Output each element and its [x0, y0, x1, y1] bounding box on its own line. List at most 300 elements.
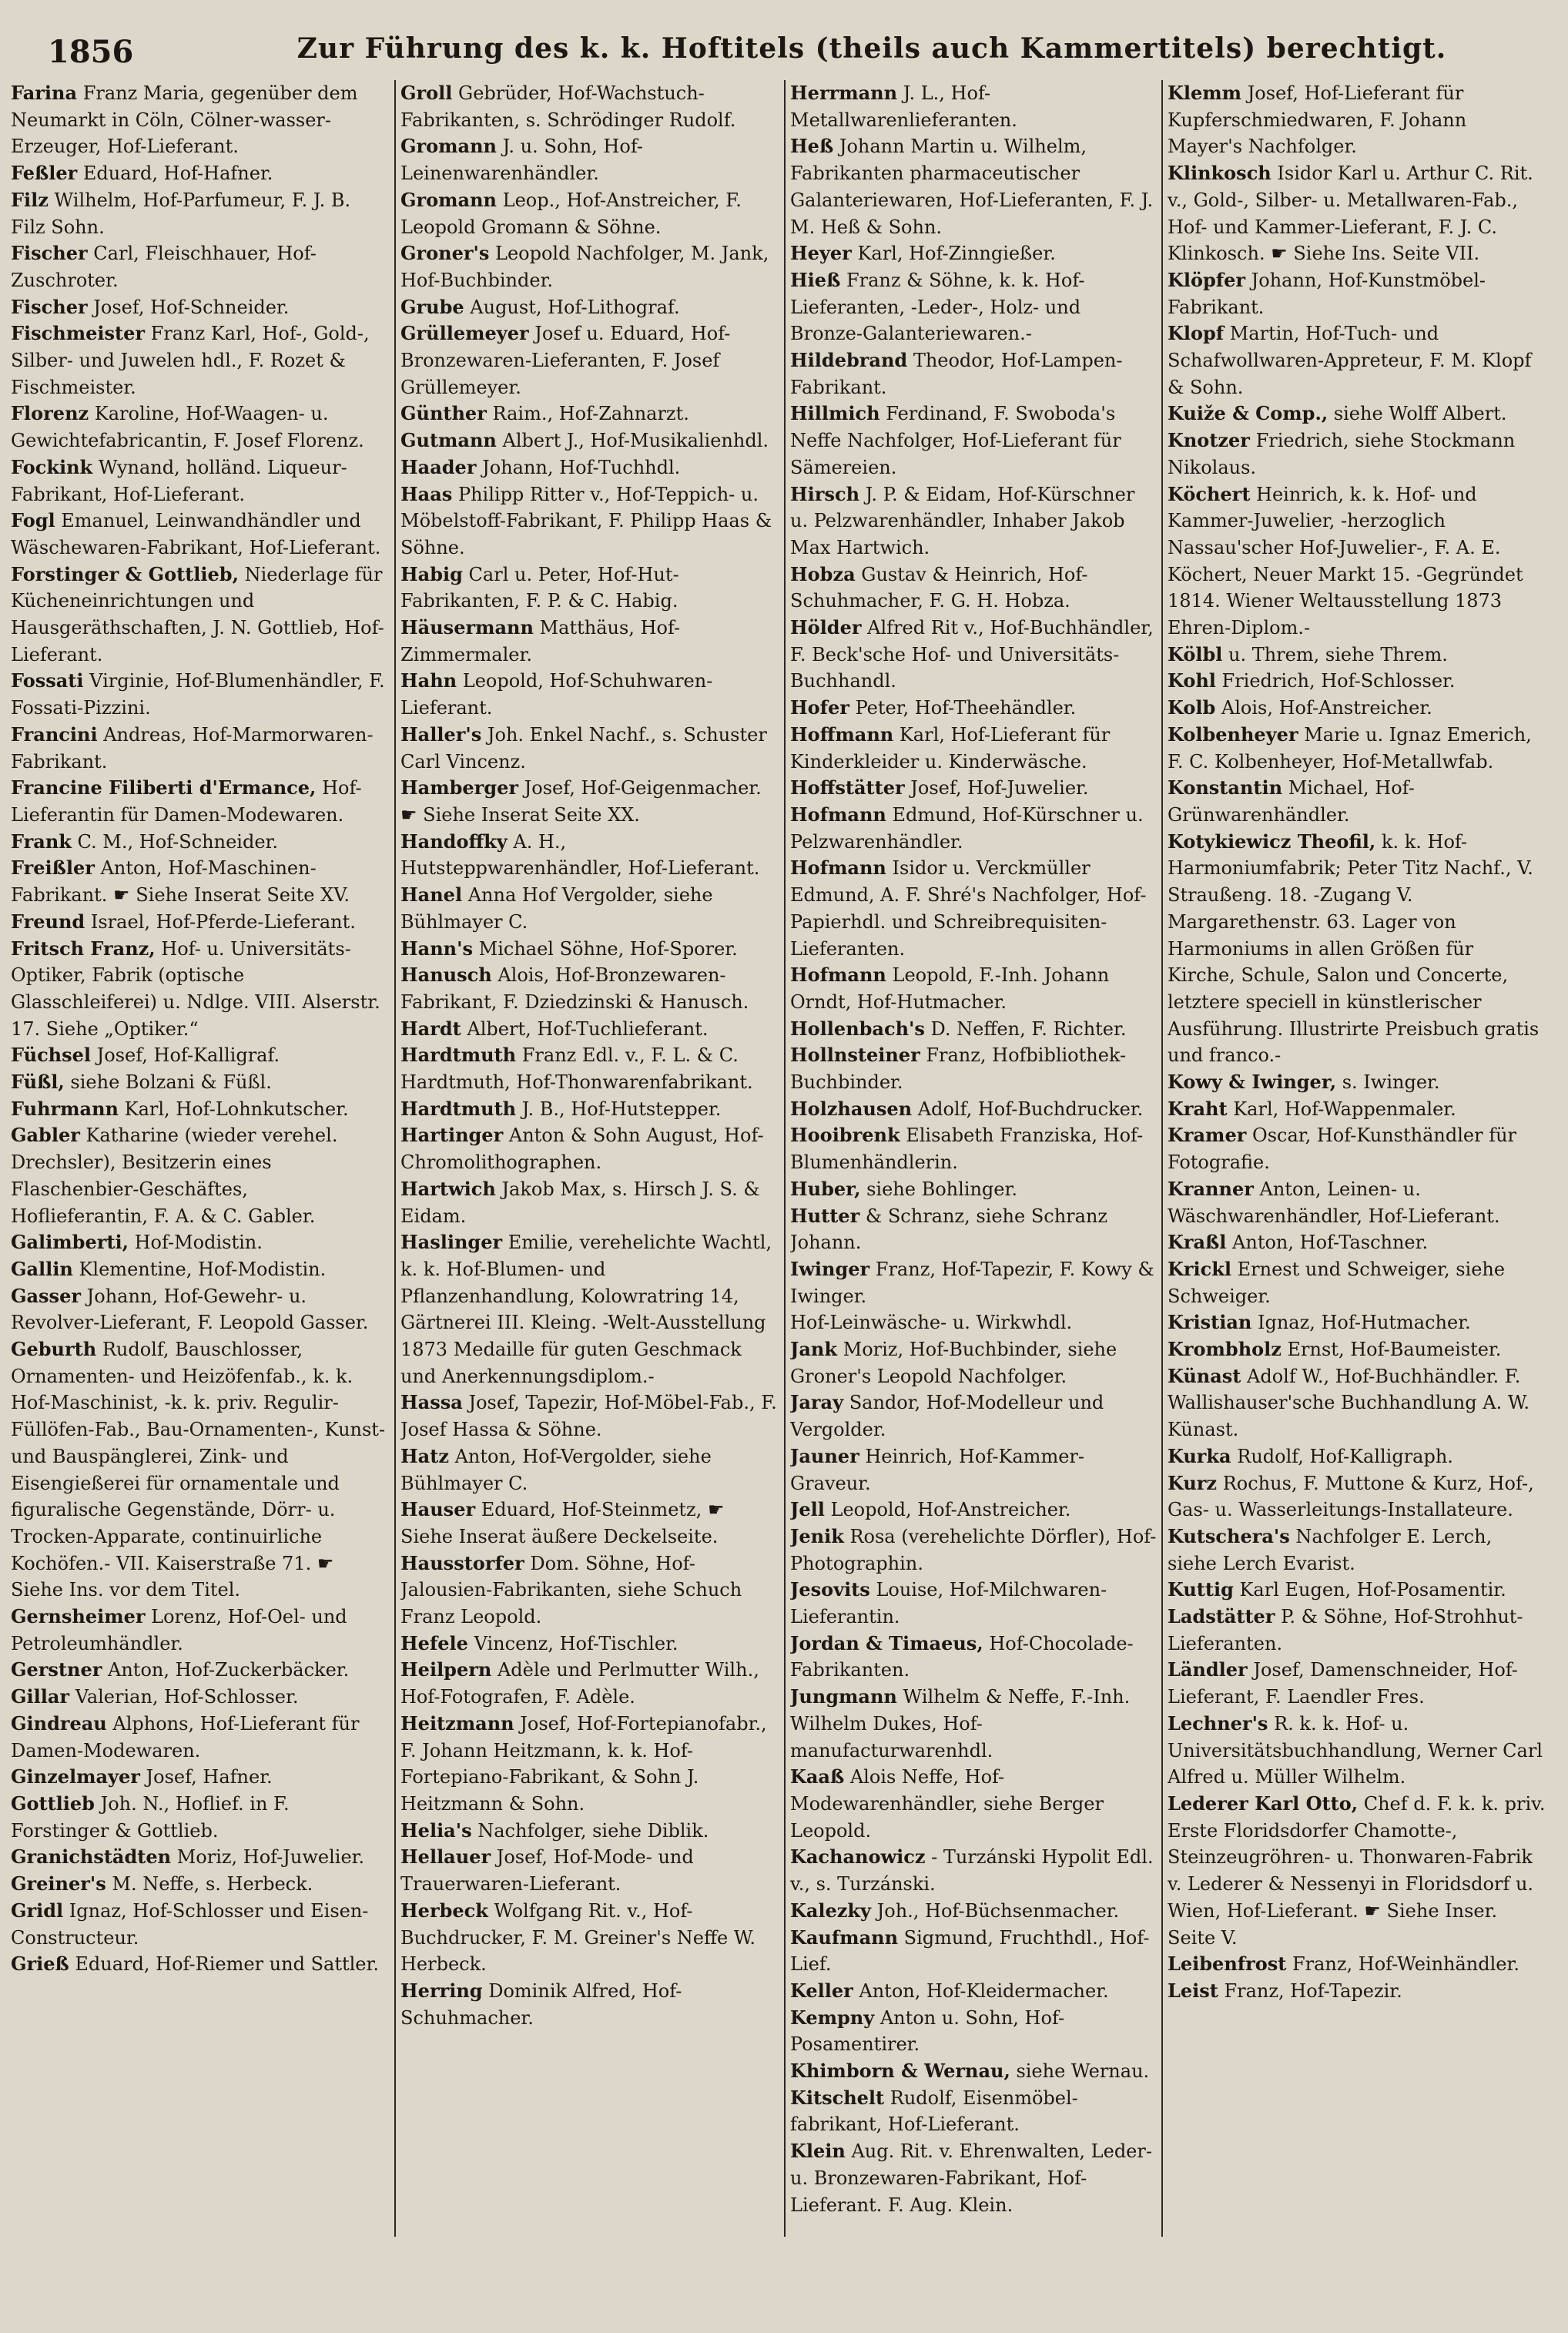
entry-text: u. Threm, siehe Threm.	[1228, 643, 1448, 665]
directory-entry	[400, 1122, 779, 1175]
entry-name: Hoffmann	[790, 722, 894, 746]
entry-text: Andreas, Hof-Marmorwaren-Fabrikant.	[11, 723, 374, 773]
entry-name: Künast	[1168, 1364, 1241, 1387]
directory-entry	[1168, 1791, 1546, 1951]
entry-text: Karoline, Hof-Waagen- u. Gewichtefabricantin, F. Josef Florenz.	[11, 403, 364, 452]
entry-text: Johann Martin u. Wilhelm, Fabrikanten pharmaceutischer Galanteriewaren, Hof-Lieferanten, F. J. M. Heß & Sohn.	[790, 136, 1154, 238]
entry-name: Gabler	[11, 1124, 80, 1147]
directory-entry	[11, 508, 390, 561]
entry-text: Klementine, Hof-Modistin.	[79, 1258, 327, 1280]
directory-entry	[790, 695, 1157, 722]
entry-text: - Turzánski Hypolit Edl. v., s. Turzánski.	[790, 1846, 1154, 1896]
column-2	[400, 80, 779, 2306]
entry-name: Gindreau	[11, 1711, 107, 1735]
entry-name: Gasser	[11, 1284, 81, 1307]
entry-name: Huber,	[790, 1177, 861, 1200]
page-header	[48, 28, 1534, 82]
column-divider	[784, 80, 786, 2237]
directory-entry	[790, 1844, 1157, 1897]
entry-text: siehe Wolff Albert.	[1333, 403, 1507, 425]
entry-text: Adolf, Hof-Buchdrucker.	[917, 1098, 1144, 1120]
directory-entry	[11, 775, 390, 828]
entry-name: Konstantin	[1168, 776, 1283, 799]
directory-entry	[790, 2138, 1157, 2218]
directory-entry	[1168, 722, 1546, 775]
directory-entry	[400, 80, 779, 133]
entry-name: Hardtmuth	[400, 1044, 517, 1067]
entry-name: Hausstorfer	[400, 1551, 524, 1574]
entry-name: Herrmann	[790, 82, 898, 104]
entry-name: Jell	[790, 1498, 825, 1521]
directory-entry	[11, 1283, 390, 1336]
entry-name: Iwinger	[790, 1257, 870, 1280]
entry-name: Kohl	[1168, 669, 1216, 692]
directory-entry	[1168, 1122, 1546, 1175]
directory-entry	[11, 909, 390, 936]
entry-name: Hauser	[400, 1498, 476, 1521]
directory-entry	[1168, 1229, 1546, 1256]
entry-text: Joh. Enkel Nachf., s. Schuster Carl Vincenz.	[400, 723, 767, 773]
entry-name: Hartwich	[400, 1177, 496, 1200]
entry-text: Leopold Nachfolger, M. Jank, Hof-Buchbinder.	[400, 243, 769, 291]
directory-entry	[790, 802, 1157, 855]
entry-text: Katharine (wieder verehel. Drechsler), Besitzerin eines Flaschenbier-Geschäftes, Hoflieferantin, F. A. & C. Gabler.	[11, 1125, 338, 1227]
directory-entry	[400, 1898, 779, 1978]
directory-entry	[11, 936, 390, 1043]
directory-entry	[790, 1096, 1157, 1123]
entry-name: Farina	[11, 82, 78, 104]
directory-entry	[790, 1523, 1157, 1577]
entry-name: Fogl	[11, 509, 55, 532]
directory-entry	[1168, 160, 1546, 267]
entry-text: Franz, Hof-Weinhändler.	[1292, 1953, 1519, 1976]
entry-text: J. B., Hof-Hutstepper.	[521, 1098, 722, 1120]
entry-name: Hieß	[790, 268, 841, 291]
directory-entry	[400, 561, 779, 615]
entry-name: Freund	[11, 910, 85, 933]
entry-text: Isidor Karl u. Arthur C. Rit. v., Gold-, Silber- u. Metallwaren-Fab., Hof- und Kammer-Lieferant, F. J. C. Klinkosch. ☛ Siehe Ins. Seite VII.	[1168, 163, 1533, 265]
entry-name: Lederer Karl Otto,	[1168, 1792, 1359, 1815]
directory-entry	[1168, 1470, 1546, 1523]
directory-entry	[790, 855, 1157, 962]
directory-entry	[400, 1550, 779, 1631]
entry-text: Raim., Hof-Zahnarzt.	[492, 403, 689, 425]
entry-text: Josef, Hof-Geigenmacher. ☛ Siehe Inserat Seite XX.	[400, 777, 762, 826]
entry-text: Nachfolger E. Lerch, siehe Lerch Evarist.	[1168, 1525, 1493, 1574]
directory-entry	[11, 722, 390, 775]
entry-name: Keller	[790, 1979, 853, 2002]
entry-text: Franz & Söhne, k. k. Hof-Lieferanten, -Leder-, Holz- und Bronze-Galanteriewaren.-	[790, 269, 1085, 345]
entry-text: Albert J., Hof-Musikalienhdl.	[502, 430, 769, 452]
directory-entry	[790, 1122, 1157, 1175]
directory-entry	[400, 1016, 779, 1043]
directory-entry	[400, 962, 779, 1015]
entry-text: Franz Maria, gegenüber dem Neumarkt in Cöln, Cölner-wasser-Erzeuger, Hof-Lieferant.	[11, 82, 358, 158]
directory-entry	[1168, 1363, 1546, 1443]
entry-text: Hof-Leinwäsche- u. Wirkwhdl.	[790, 1312, 1073, 1334]
directory-entry	[400, 1818, 779, 1845]
directory-entry	[11, 1042, 390, 1069]
entry-text: Josef, Hof-Schneider.	[93, 296, 290, 318]
entry-name: Heitzmann	[400, 1711, 514, 1735]
column-1	[11, 80, 390, 2306]
entry-name: Günther	[400, 402, 487, 425]
entry-text: Carl u. Peter, Hof-Hut-Fabrikanten, F. P. & C. Habig.	[400, 563, 679, 612]
entry-name: Kramer	[1168, 1124, 1247, 1147]
directory-entry	[400, 133, 779, 186]
directory-entry	[11, 1604, 390, 1657]
entry-name: Fischmeister	[11, 322, 146, 345]
entry-name: Kuiže & Comp.,	[1168, 402, 1328, 425]
entry-text: Franz, Hof-Tapezir.	[1224, 1979, 1402, 2002]
entry-name: Handoffky	[400, 830, 508, 853]
directory-entry	[1168, 1577, 1546, 1604]
entry-text: Moriz, Hof-Juwelier.	[176, 1846, 365, 1869]
entry-name: Kraßl	[1168, 1231, 1227, 1254]
entry-text: Anton & Sohn August, Hof-Chromolithographen.	[400, 1125, 764, 1174]
directory-entry	[790, 615, 1157, 695]
directory-entry	[400, 320, 779, 401]
entry-name: Fischer	[11, 295, 88, 318]
directory-entry	[1168, 1443, 1546, 1470]
entry-text: & Schranz, siehe Schranz Johann.	[790, 1205, 1108, 1254]
entry-name: Freißler	[11, 856, 95, 880]
entry-text: Edmund, Hof-Kürschner u. Pelzwarenhändler.	[790, 803, 1144, 853]
entry-name: Hofer	[790, 696, 849, 719]
entry-text: Anton, Leinen- u. Wäschwarenhändler, Hof-Lieferant.	[1168, 1178, 1500, 1227]
entry-name: Hefele	[400, 1631, 468, 1654]
entry-text: J. P. & Eidam, Hof-Kürschner u. Pelzwarenhändler, Inhaber Jakob Max Hartwich.	[790, 483, 1135, 558]
entry-name: Hanel	[400, 883, 463, 907]
entry-name: Kolb	[1168, 696, 1216, 719]
directory-entry	[790, 240, 1157, 267]
entry-text: Anton, Hof-Vergolder, siehe Bühlmayer C.	[400, 1445, 712, 1494]
directory-entry	[1168, 481, 1546, 642]
entry-name: Kotykiewicz Theofil,	[1168, 830, 1376, 853]
entry-text: Eduard, Hof-Hafner.	[82, 163, 273, 185]
directory-entry	[790, 1497, 1157, 1523]
directory-entry	[400, 882, 779, 935]
entry-name: Haller's	[400, 722, 482, 746]
entry-text: Eduard, Hof-Riemer und Sattler.	[75, 1953, 379, 1976]
entry-text: Ernest und Schweiger, siehe Schweiger.	[1168, 1258, 1506, 1307]
directory-entry	[11, 1122, 390, 1229]
entry-name: Forstinger & Gottlieb,	[11, 562, 239, 585]
directory-entry	[11, 1764, 390, 1791]
entry-text: Wilhelm, Hof-Parfumeur, F. J. B. Filz Sohn.	[11, 189, 351, 238]
directory-entry	[790, 481, 1157, 561]
entry-text: Hof-Chocolade-Fabrikanten.	[790, 1632, 1134, 1681]
entry-name: Gromann	[400, 135, 497, 158]
entry-text: Philipp Ritter v., Hof-Teppich- u. Möbelstoff-Fabrikant, F. Philipp Haas & Söhne.	[400, 483, 772, 558]
entry-name: Häusermann	[400, 616, 534, 639]
directory-entry	[790, 1309, 1157, 1336]
directory-entry	[790, 1042, 1157, 1095]
entry-text: Eduard, Hof-Steinmetz, ☛ Siehe Inserat äußere Deckelseite.	[400, 1499, 725, 1547]
entry-text: Ignaz, Hof-Schlosser und Eisen-Constructeur.	[11, 1899, 369, 1949]
entry-name: Galimberti,	[11, 1231, 129, 1254]
directory-entry	[1168, 1096, 1546, 1123]
entry-name: Florenz	[11, 402, 89, 425]
directory-entry	[790, 2058, 1157, 2085]
directory-entry	[400, 1389, 779, 1443]
directory-entry	[790, 347, 1157, 401]
entry-text: siehe Bohlinger.	[866, 1178, 1017, 1200]
entry-name: Kalezky	[790, 1899, 871, 1922]
entry-text: R. k. k. Hof- u. Universitätsbuchhandlung, Werner Carl Alfred u. Müller Wilhelm.	[1168, 1712, 1543, 1788]
entry-name: Haslinger	[400, 1231, 503, 1254]
entry-name: Knotzer	[1168, 429, 1250, 452]
entry-text: Israel, Hof-Pferde-Lieferant.	[90, 910, 356, 933]
entry-name: Hann's	[400, 937, 473, 960]
entry-text: Adèle und Perlmutter Wilh., Hof-Fotografen, F. Adèle.	[400, 1659, 759, 1708]
entry-text: D. Neffen, F. Richter.	[930, 1017, 1127, 1040]
entry-text: Rosa (verehelichte Dörfler), Hof-Photographin.	[790, 1525, 1157, 1574]
entry-text: Josef, Hof-Kalligraf.	[96, 1044, 280, 1067]
entry-name: Klinkosch	[1168, 162, 1271, 185]
directory-entry	[1168, 401, 1546, 427]
directory-entry	[400, 187, 779, 240]
entry-text: Albert, Hof-Tuchlieferant.	[467, 1017, 709, 1040]
directory-entry	[1168, 1951, 1546, 1978]
entry-text: Aug. Rit. v. Ehrenwalten, Leder- u. Bronzewaren-Fabrikant, Hof-Lieferant. F. Aug. Klein.	[790, 2140, 1152, 2216]
directory-entry	[11, 668, 390, 721]
entry-name: Kuttig	[1168, 1578, 1234, 1601]
directory-entry	[400, 427, 779, 454]
entry-name: Hölder	[790, 616, 862, 639]
entry-text: Moriz, Hof-Buchbinder, siehe Groner's Leopold Nachfolger.	[790, 1339, 1117, 1387]
directory-entry	[11, 294, 390, 321]
entry-name: Jungmann	[790, 1685, 897, 1708]
directory-entry	[1168, 1256, 1546, 1309]
entry-text: Josef, Hafner.	[146, 1766, 273, 1788]
entry-name: Ländler	[1168, 1658, 1248, 1681]
column-divider	[1161, 80, 1163, 2237]
entry-text: Michael Söhne, Hof-Sporer.	[478, 937, 738, 960]
directory-entry	[400, 1844, 779, 1897]
entry-text: Emanuel, Leinwandhändler und Wäschewaren-Fabrikant, Hof-Lieferant.	[11, 510, 381, 558]
directory-entry	[1168, 775, 1546, 828]
entry-name: Heyer	[790, 242, 852, 265]
entry-name: Fischer	[11, 242, 88, 265]
entry-text: Karl, Hof-Zinngießer.	[857, 243, 1056, 265]
entry-name: Haader	[400, 455, 477, 478]
entry-text: Leop., Hof-Anstreicher, F. Leopold Gromann & Söhne.	[400, 189, 742, 238]
entry-text: Hof-Lieferantin für Damen-Modewaren.	[11, 777, 362, 826]
column-3	[790, 80, 1157, 2306]
entry-name: Geburth	[11, 1338, 97, 1361]
directory-entry	[790, 1336, 1157, 1389]
directory-entry	[400, 668, 779, 721]
entry-text: Jakob Max, s. Hirsch J. S. & Eidam.	[400, 1178, 760, 1227]
entry-text: Karl Eugen, Hof-Posamentir.	[1239, 1579, 1506, 1601]
entry-text: Anna Hof Vergolder, siehe Bühlmayer C.	[400, 884, 713, 933]
entry-text: Anton, Hof-Kleidermacher.	[859, 1979, 1109, 2002]
entry-name: Kitschelt	[790, 2086, 885, 2109]
entry-name: Leist	[1168, 1979, 1218, 2002]
directory-entry	[790, 561, 1157, 615]
entry-text: Nachfolger, siehe Diblik.	[477, 1819, 709, 1842]
entry-text: k. k. Hof-Harmoniumfabrik; Peter Titz Nachf., V. Straußeng. 18. -Zugang V. Margarethenstr. 63. Lager von Harmoniums in allen Größen für Kirche, Schule, Salon und Concerte, letztere speciell in künstlerischer Ausführung. Illustrirte Preisbuch gratis und franco.-	[1168, 830, 1540, 1067]
entry-text: Franz Karl, Hof-, Gold-, Silber- und Juwelen hdl., F. Rozet & Fischmeister.	[11, 323, 370, 398]
directory-entry	[790, 1631, 1157, 1684]
directory-entry	[400, 1176, 779, 1229]
entry-text: Valerian, Hof-Schlosser.	[75, 1686, 299, 1708]
directory-entry	[11, 80, 390, 160]
entry-name: Kurka	[1168, 1444, 1231, 1467]
entry-text: Alfred Rit v., Hof-Buchhändler, F. Beck'sche Hof- und Universitäts-Buchhandl.	[790, 617, 1154, 692]
entry-name: Klöpfer	[1168, 268, 1246, 291]
directory-entry	[11, 1711, 390, 1764]
entry-text: Anton, Hof-Zuckerbäcker.	[108, 1659, 350, 1681]
directory-entry	[1168, 1711, 1546, 1791]
directory-entry	[790, 1016, 1157, 1043]
entry-text: Isidor u. Verckmüller Edmund, A. F. Shré's Nachfolger, Hof-Papierhdl. und Schreibrequisiten-Lieferanten.	[790, 857, 1147, 960]
directory-entry	[11, 187, 390, 240]
entry-text: Hof-Modistin.	[134, 1232, 263, 1254]
entry-text: Anton, Hof-Taschner.	[1232, 1232, 1429, 1254]
entry-text: Wilhelm & Neffe, F.-Inh. Wilhelm Dukes, Hof-manufacturwarenhdl.	[790, 1686, 1131, 1761]
entry-name: Gerstner	[11, 1658, 102, 1681]
entry-name: Jenik	[790, 1524, 844, 1547]
entry-name: Greiner's	[11, 1872, 106, 1896]
entry-text: Hof- u. Universitäts-Optiker, Fabrik (optische Glasschleiferei) u. Ndlge. VIII. Alserstr. 17. Siehe „Optiker.“	[11, 937, 380, 1040]
entry-name: Jank	[790, 1338, 837, 1361]
entry-text: Louise, Hof-Milchwaren-Lieferantin.	[790, 1579, 1107, 1628]
directory-entry	[400, 1497, 779, 1550]
directory-entry	[400, 722, 779, 775]
entry-text: Rudolf, Bauschlosser, Ornamenten- und Heizöfenfab., k. k. Hof-Maschinist, -k. k. priv. Regulir-Füllöfen-Fab., Bau-Ornamenten-, Kunst- und Bauspänglerei, Zink- und Eisengießerei für ornamentale und figuralische Gegenstände, Dörr- u. Trocken-Apparate, continuirliche Kochöfen.- VII. Kaiserstraße 71. ☛ Siehe Ins. vor dem Titel.	[11, 1339, 386, 1601]
entry-name: Hutter	[790, 1204, 860, 1227]
directory-entry	[790, 80, 1157, 133]
entry-name: Kölbl	[1168, 642, 1223, 665]
entry-name: Kurz	[1168, 1471, 1218, 1494]
entry-name: Ladstätter	[1168, 1605, 1275, 1628]
directory-entry	[790, 1176, 1157, 1203]
entry-text: Johann, Hof-Tuchhdl.	[482, 456, 681, 478]
entry-name: Holzhausen	[790, 1097, 913, 1120]
entry-text: Alois, Hof-Anstreicher.	[1221, 697, 1432, 719]
entry-text: Franz, Hof-Tapezir, F. Kowy & Iwinger.	[790, 1258, 1154, 1307]
entry-name: Gillar	[11, 1685, 70, 1708]
entry-text: Ernst, Hof-Baumeister.	[1287, 1339, 1502, 1361]
directory-entry	[11, 1951, 390, 1978]
entry-name: Jesovits	[790, 1578, 870, 1601]
entry-name: Krombholz	[1168, 1338, 1282, 1361]
entry-name: Grieß	[11, 1953, 69, 1976]
entry-text: s. Iwinger.	[1342, 1071, 1440, 1094]
entry-name: Hofmann	[790, 803, 886, 826]
directory-entry	[400, 1443, 779, 1497]
entry-text: Niederlage für Kücheneinrichtungen und Hausgeräthschaften, J. N. Gottlieb, Hof-Lieferant.	[11, 563, 384, 665]
entry-text: Josef, Hof-Mode- und Trauerwaren-Lieferant.	[400, 1846, 694, 1896]
entry-name: Kraht	[1168, 1097, 1228, 1120]
entry-text: Carl, Fleischhauer, Hof-Zuschroter.	[11, 243, 317, 291]
column-4	[1168, 80, 1546, 2306]
directory-entry	[1168, 642, 1546, 669]
entry-name: Gernsheimer	[11, 1605, 146, 1628]
entry-name: Klein	[790, 2140, 846, 2163]
directory-entry	[1168, 668, 1546, 695]
entry-name: Leibenfrost	[1168, 1953, 1287, 1976]
entry-name: Hassa	[400, 1391, 463, 1414]
entry-text: Gustav & Heinrich, Hof-Schuhmacher, F. G. H. Hobza.	[790, 563, 1088, 612]
entry-text: Josef, Hof-Lieferant für Kupferschmiedwaren, F. Johann Mayer's Nachfolger.	[1168, 82, 1467, 158]
entry-text: Peter, Hof-Theehändler.	[855, 697, 1077, 719]
directory-entry	[1168, 1309, 1546, 1336]
entry-text: Wynand, holländ. Liqueur-Fabrikant, Hof-Lieferant.	[11, 456, 347, 505]
entry-text: Alphons, Hof-Lieferant für Damen-Modewaren.	[11, 1712, 360, 1761]
directory-entry	[1168, 427, 1546, 481]
entry-text: Anton, Hof-Maschinen-Fabrikant. ☛ Siehe Inserat Seite XV.	[11, 857, 350, 907]
directory-entry	[11, 1229, 390, 1256]
entry-text: Lorenz, Hof-Oel- und Petroleumhändler.	[11, 1606, 347, 1654]
column-divider	[394, 80, 396, 2237]
directory-entry	[790, 2085, 1157, 2138]
entry-name: Klopf	[1168, 322, 1225, 345]
directory-entry	[400, 1978, 779, 2031]
entry-name: Herring	[400, 1979, 483, 2002]
entry-name: Hellauer	[400, 1845, 491, 1869]
entry-name: Hillmich	[790, 402, 880, 425]
entry-name: Hollenbach's	[790, 1017, 925, 1040]
directory-entry	[11, 1657, 390, 1684]
entry-name: Hardt	[400, 1017, 461, 1040]
entry-text: Josef u. Eduard, Hof-Bronzewaren-Lieferanten, F. Josef Grüllemeyer.	[400, 323, 731, 398]
directory-entry	[11, 1684, 390, 1711]
directory-entry	[400, 401, 779, 427]
directory-entry	[790, 775, 1157, 802]
entry-text: Joh., Hof-Büchsenmacher.	[876, 1899, 1120, 1922]
entry-text: Karl, Hof-Lieferant für Kinderkleider u. Kinderwäsche.	[790, 723, 1111, 773]
directory-entry	[790, 1764, 1157, 1844]
directory-entry	[400, 1229, 779, 1389]
entry-name: Kristian	[1168, 1311, 1252, 1334]
entry-text: Chef d. F. k. k. priv. Erste Floridsdorfer Chamotte-, Steinzeugröhren- u. Thonwaren-Fabrik v. Lederer & Nessenyi in Floridsdorf u. Wien, Hof-Lieferant. ☛ Siehe Inser. Seite V.	[1168, 1793, 1546, 1949]
entry-text: Johann, Hof-Kunstmöbel-Fabrikant.	[1168, 269, 1486, 318]
entry-text: Karl, Hof-Lohnkutscher.	[124, 1098, 349, 1120]
directory-entry	[11, 855, 390, 908]
entry-name: Heilpern	[400, 1658, 492, 1681]
directory-columns	[11, 80, 1551, 2306]
directory-entry	[1168, 1978, 1546, 2005]
entry-name: Hooibrenk	[790, 1124, 900, 1147]
entry-name: Jordan & Timaeus,	[790, 1631, 983, 1654]
entry-text: P. & Söhne, Hof-Strohhut-Lieferanten.	[1168, 1606, 1523, 1654]
directory-entry	[11, 1069, 390, 1096]
entry-name: Hirsch	[790, 482, 860, 505]
directory-entry	[400, 454, 779, 481]
entry-text: Michael, Hof-Grünwarenhändler.	[1168, 777, 1415, 826]
directory-entry	[790, 1978, 1157, 2005]
directory-entry	[790, 133, 1157, 240]
entry-name: Hofmann	[790, 964, 886, 987]
entry-name: Lechner's	[1168, 1711, 1268, 1735]
directory-entry	[790, 1684, 1157, 1764]
entry-text: Ferdinand, F. Swoboda's Neffe Nachfolger, Hof-Lieferant für Sämereien.	[790, 403, 1121, 478]
entry-text: Josef, Hof-Fortepianofabr., F. Johann Heitzmann, k. k. Hof-Fortepiano-Fabrikant, & Sohn J. Heitzmann & Sohn.	[400, 1712, 767, 1815]
entry-name: Hildebrand	[790, 349, 908, 372]
entry-text: Alois, Hof-Bronzewaren-Fabrikant, F. Dziedzinski & Hanusch.	[400, 964, 749, 1013]
directory-entry	[790, 722, 1157, 775]
entry-text: Anton u. Sohn, Hof-Posamentirer.	[790, 2006, 1065, 2056]
entry-text: Matthäus, Hof-Zimmermaler.	[400, 617, 681, 665]
entry-text: Rudolf, Hof-Kalligraph.	[1237, 1445, 1453, 1467]
directory-entry	[400, 1042, 779, 1095]
directory-entry	[400, 775, 779, 828]
entry-name: Hatz	[400, 1444, 449, 1467]
directory-entry	[400, 481, 779, 561]
